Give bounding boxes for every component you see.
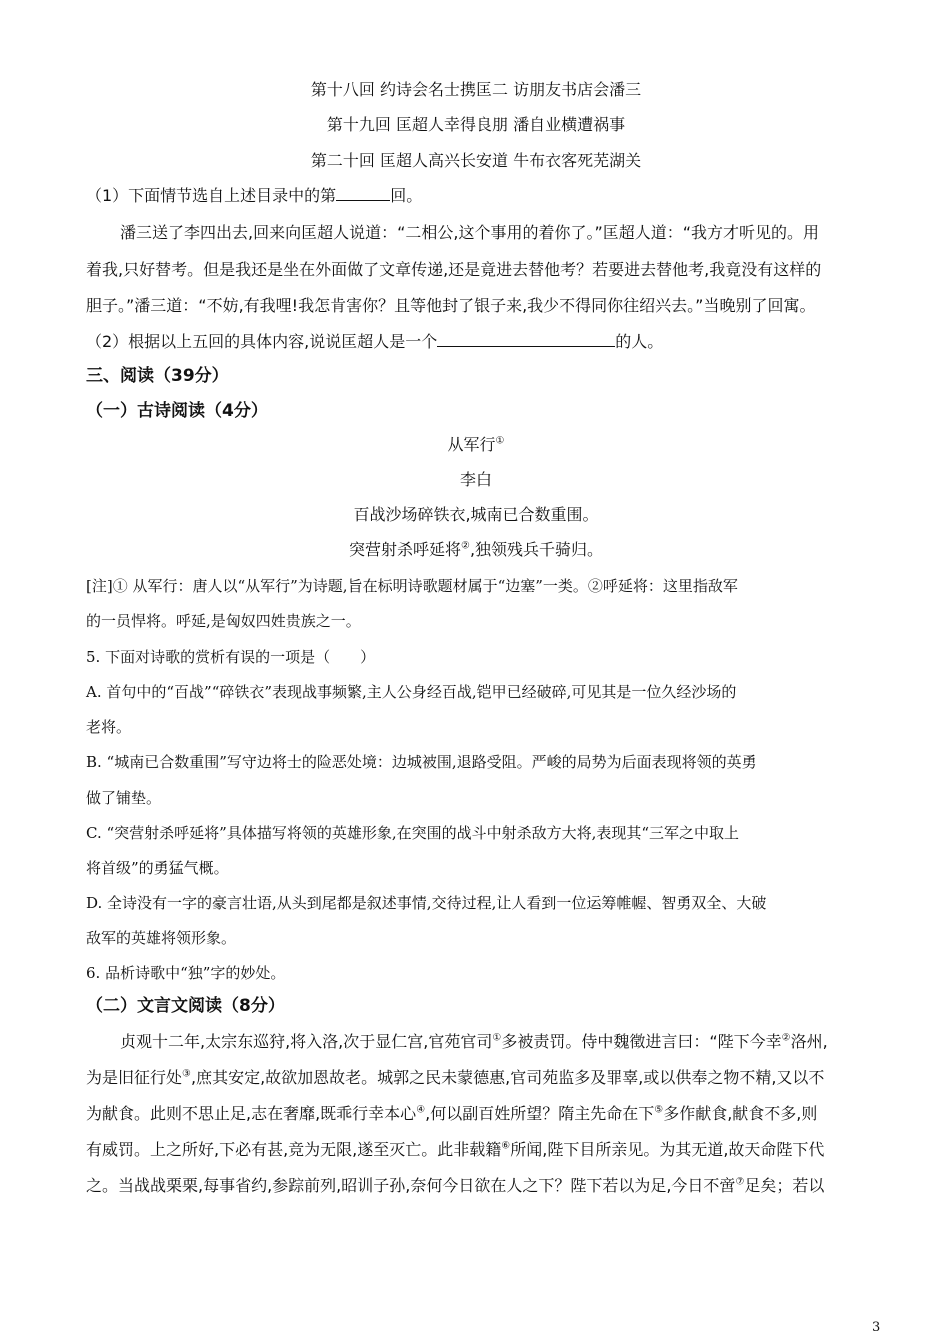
- footnote-mark: ⑦: [735, 1176, 745, 1188]
- text-run: 多被责罚。侍中魏徵进言曰：“陛下今幸: [501, 1032, 782, 1051]
- footnote-mark: ③: [182, 1068, 191, 1080]
- poem-note-line: [注]① 从军行：唐人以“从军行”为诗题,旨在标明诗歌题材属于“边塞”一类。②呼延将：这里指敌军: [86, 577, 738, 595]
- toc-line-18: 第十八回 约诗会名士携匡二 访朋友书店会潘三: [310, 80, 642, 99]
- classical-line: [86, 1066, 866, 1090]
- text-run: 之。当战战栗栗,每事省约,参踪前列,昭训子孙,奈何今日欲在人之下？陛下若以为足,今日不啻: [86, 1176, 736, 1195]
- text-run: 所闻,陛下目所亲见。为其无道,故天命陛下代: [510, 1140, 825, 1159]
- section-heading-reading: 三、阅读（39分）: [86, 366, 229, 386]
- question-1: [86, 184, 866, 208]
- footnote-mark: ②: [460, 540, 470, 552]
- text-run: 多作献食,献食不多,则: [663, 1104, 818, 1123]
- question-1-suffix: 回。: [390, 186, 423, 205]
- classical-line: [86, 1138, 866, 1162]
- excerpt-line: 潘三送了李四出去,回来向匡超人说道：“二相公,这个事用的着你了。”匡超人道：“我方才听见的。用: [120, 223, 820, 242]
- option-d-line: 敌军的英雄将领形象。: [86, 929, 237, 947]
- option-c-line: C. “突营射杀呼延将”具体描写将领的英雄形象,在突围的战斗中射杀敌方大将,表现其“三军之中取上: [86, 824, 740, 842]
- poem-title-text: 从军行: [447, 435, 496, 454]
- option-c-line: 将首级”的勇猛气概。: [86, 859, 229, 877]
- option-d-line: D. 全诗没有一字的豪言壮语,从头到尾都是叙述事情,交待过程,让人看到一位运筹帷幄、智勇双全、大破: [86, 894, 767, 912]
- question-2-suffix: 的人。: [615, 332, 664, 351]
- footnote-mark: ①: [495, 435, 505, 447]
- question-5: 5. 下面对诗歌的赏析有误的一项是（ ）: [86, 648, 376, 666]
- footnote-mark: ②: [781, 1032, 791, 1044]
- footnote-mark: ⑤: [654, 1104, 664, 1116]
- poem-title: [86, 433, 866, 457]
- footnote-mark: ⑥: [501, 1140, 511, 1152]
- text-run: 为献食。此则不思止足,志在奢靡,既乖行幸本心: [86, 1104, 417, 1123]
- option-b-line: 做了铺垫。: [86, 789, 162, 807]
- poem-line-2-b: ,独领残兵千骑归。: [469, 540, 604, 559]
- text-run: 洛州,: [790, 1032, 828, 1051]
- text-run: ,何以副百姓所望？隋主先命在下: [425, 1104, 655, 1123]
- classical-line: [86, 1102, 866, 1126]
- poem-note-line: 的一员悍将。呼延,是匈奴四姓贵族之一。: [86, 612, 361, 630]
- poem-author: 李白: [459, 470, 492, 489]
- toc-line-19: 第十九回 匡超人幸得良朋 潘自业横遭祸事: [326, 115, 626, 134]
- option-a-line: 老将。: [86, 718, 132, 736]
- text-run: 有威罚。上之所好,下必有甚,竞为无限,遂至灭亡。此非载籍: [86, 1140, 502, 1159]
- poem-line-1: 百战沙场碎铁衣,城南已合数重围。: [353, 505, 599, 524]
- poem-line-2: [86, 538, 866, 562]
- footnote-mark: ①: [492, 1032, 502, 1044]
- page-number: 3: [872, 1320, 881, 1335]
- excerpt-line: 着我,只好替考。但是我还是坐在外面做了文章传递,还是竟进去替他考？若要进去替他考,我竟没有这样的: [86, 260, 822, 279]
- excerpt-line: 胆子。”潘三道：“不妨,有我哩!我怎肯害你？且等他封了银子来,我少不得同你往绍兴去。”当晚别了回寓。: [86, 296, 816, 315]
- text-run: ,庶其安定,故欲加恩故老。城郭之民未蒙德惠,官司苑监多及罪辜,或以供奉之物不精,又以不: [190, 1068, 825, 1087]
- answer-blank-2[interactable]: [437, 330, 615, 347]
- poem-line-2-a: 突营射杀呼延将: [348, 540, 461, 559]
- classical-line: [86, 1030, 866, 1054]
- text-run: 足矣；若以: [744, 1176, 825, 1195]
- classical-line: [86, 1174, 866, 1198]
- footnote-mark: ④: [416, 1104, 426, 1116]
- question-6: 6. 品析诗歌中“独”字的妙处。: [86, 964, 286, 982]
- subsection-heading-classical: （二）文言文阅读（8分）: [86, 996, 285, 1016]
- text-run: 为是旧征行处: [86, 1068, 183, 1087]
- question-2-text: （2）根据以上五回的具体内容,说说匡超人是一个: [86, 332, 438, 351]
- toc-line-20: 第二十回 匡超人高兴长安道 牛布衣客死芜湖关: [310, 151, 642, 170]
- question-1-text: （1）下面情节选自上述目录中的第: [86, 186, 337, 205]
- option-a-line: A. 首句中的“百战”“碎铁衣”表现战事频繁,主人公身经百战,铠甲已经破碎,可见其是一位久经沙场的: [86, 683, 737, 701]
- option-b-line: B. “城南已合数重围”写守边将士的险恶处境：边城被围,退路受阻。严峻的局势为后面表现将领的英勇: [86, 753, 757, 771]
- question-2: [86, 330, 866, 354]
- subsection-heading-poem: （一）古诗阅读（4分）: [86, 401, 268, 421]
- answer-blank-1[interactable]: [336, 184, 390, 201]
- text-run: 贞观十二年,太宗东巡狩,将入洛,次于显仁宫,官苑官司: [120, 1032, 493, 1051]
